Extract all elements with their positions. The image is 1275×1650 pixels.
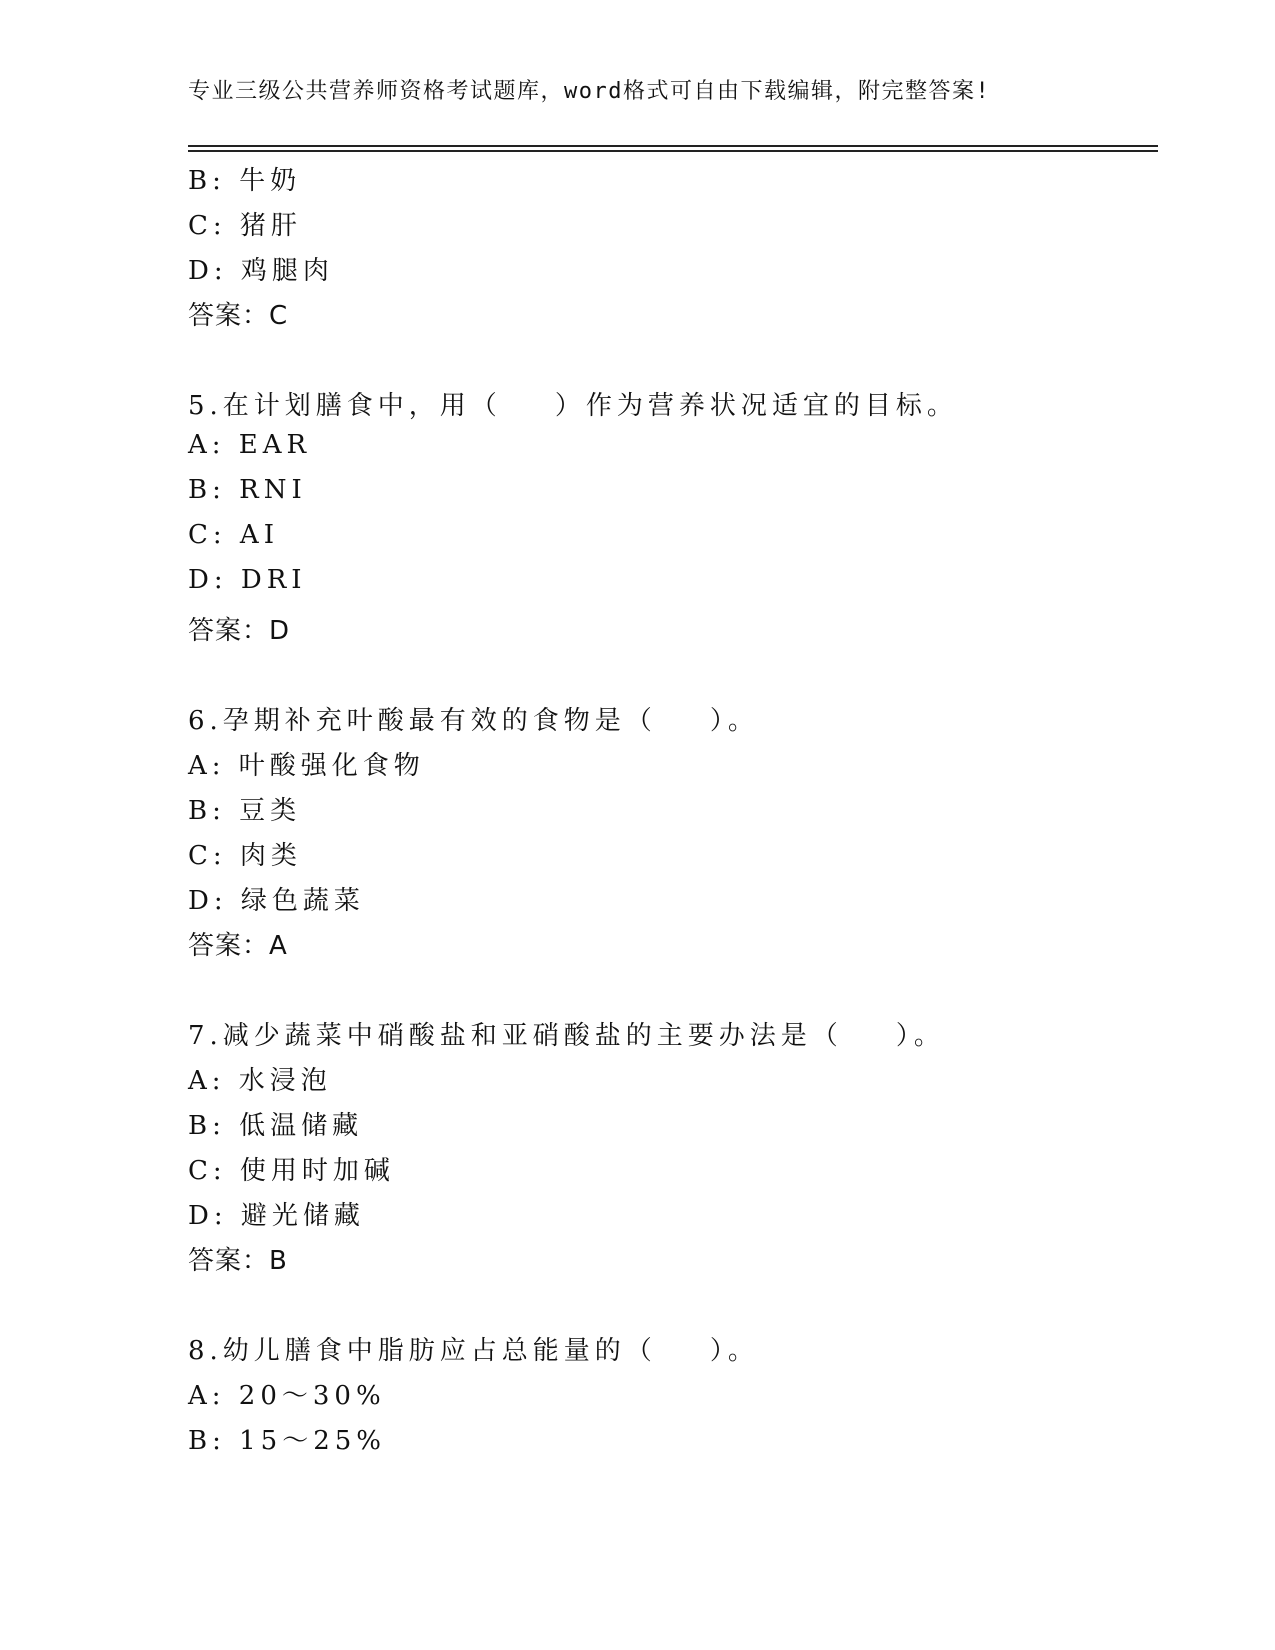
option-a: A: EAR [188, 430, 312, 460]
answer: 答案：A [188, 931, 288, 961]
option-d: D: 鸡腿肉 [188, 256, 334, 286]
option-d: D: 绿色蔬菜 [188, 886, 365, 916]
option-c: C: 使用时加碱 [188, 1156, 395, 1186]
answer: 答案：C [188, 301, 289, 331]
option-d: D: DRI [188, 565, 307, 595]
option-b: B: RNI [188, 475, 307, 505]
option-b: B: 牛奶 [188, 166, 302, 196]
option-d: D: 避光储藏 [188, 1201, 365, 1231]
option-c: C: AI [188, 520, 279, 550]
header-rule-top [188, 145, 1158, 147]
answer: 答案：D [188, 616, 291, 646]
header-rule-bottom [188, 150, 1158, 152]
question-8: 8.幼儿膳食中脂肪应占总能量的（ ）。 [188, 1336, 759, 1366]
question-7: 7.减少蔬菜中硝酸盐和亚硝酸盐的主要办法是（ ）。 [188, 1021, 945, 1051]
option-b: B: 15～25% [188, 1426, 387, 1456]
page-header: 专业三级公共营养师资格考试题库，word格式可自由下载编辑，附完整答案! [188, 79, 991, 104]
question-5: 5.在计划膳食中，用（ ）作为营养状况适宜的目标。 [188, 391, 958, 421]
answer: 答案：B [188, 1246, 288, 1276]
option-b: B: 豆类 [188, 796, 302, 826]
option-c: C: 肉类 [188, 841, 302, 871]
option-b: B: 低温储藏 [188, 1111, 364, 1141]
option-a: A: 水浸泡 [188, 1066, 332, 1096]
option-a: A: 叶酸强化食物 [188, 751, 425, 781]
option-a: A: 20～30% [188, 1381, 386, 1411]
question-6: 6.孕期补充叶酸最有效的食物是（ ）。 [188, 706, 759, 736]
option-c: C: 猪肝 [188, 211, 302, 241]
